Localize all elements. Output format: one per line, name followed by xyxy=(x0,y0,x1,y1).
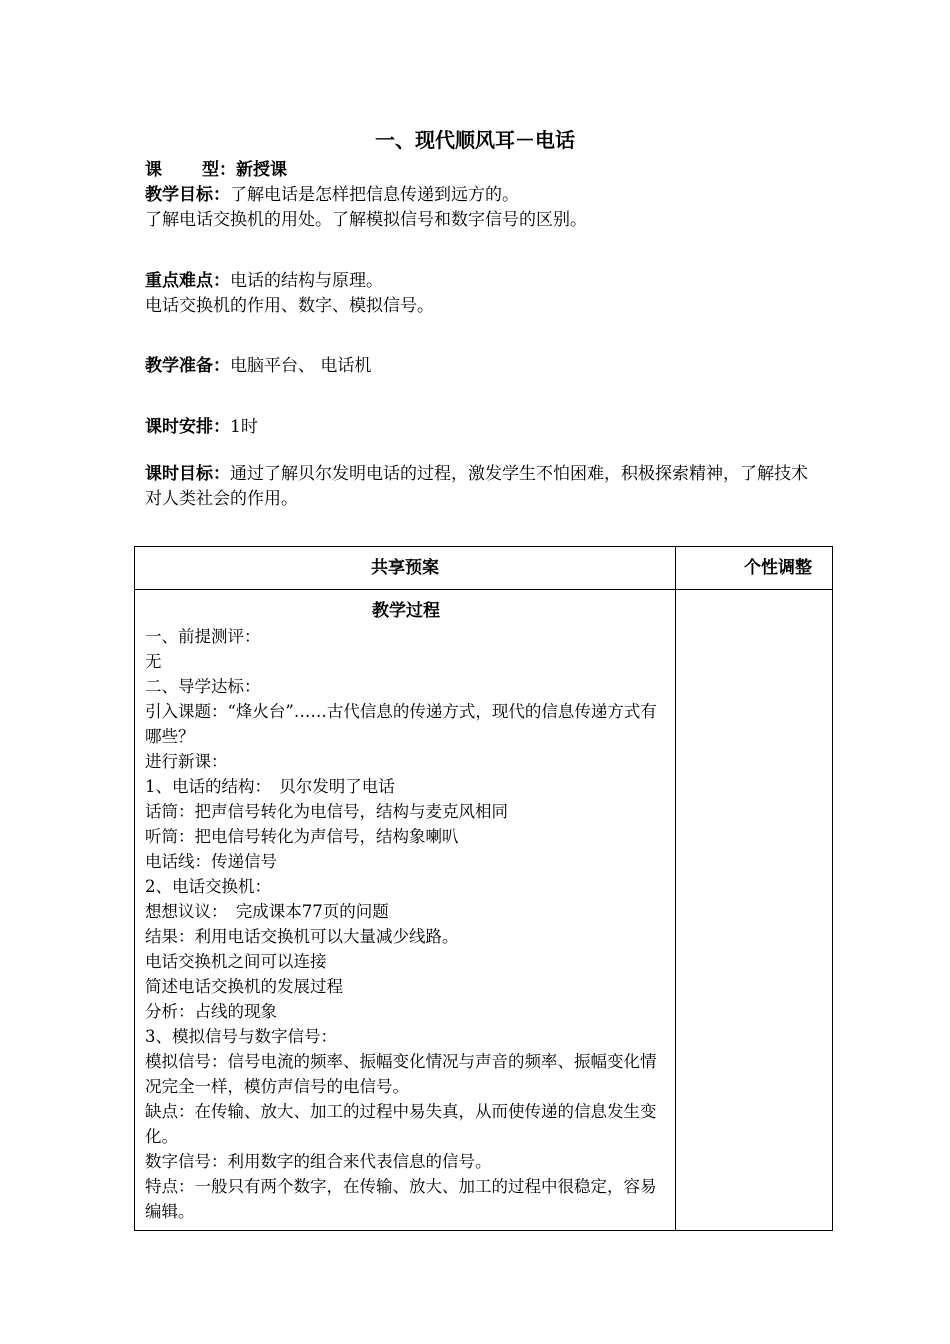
process-line: 电话线：传递信号 xyxy=(145,852,277,871)
process-line: 特点：一般只有两个数字，在传输、放大、加工的过程中很稳定，容易编辑。 xyxy=(145,1177,657,1221)
process-line: 一、前提测评： xyxy=(145,627,261,646)
process-line: 结果：利用电话交换机可以大量减少线路。 xyxy=(145,927,459,946)
process-line: 话筒：把声信号转化为电信号，结构与麦克风相同 xyxy=(145,802,508,821)
key-points-label: 重点难点： xyxy=(145,271,230,291)
header-shared-plan: 共享预案 xyxy=(135,547,676,590)
process-line: 简述电话交换机的发展过程 xyxy=(145,977,343,996)
course-type-label-1: 课 xyxy=(145,160,162,180)
process-line: 2、电话交换机： xyxy=(145,877,271,896)
key-points-line xyxy=(145,269,825,294)
process-line: 1、电话的结构： 贝尔发明了电话 xyxy=(145,777,395,796)
page-title: 一、现代顺风耳－电话 xyxy=(375,128,575,152)
process-line: 分析：占线的现象 xyxy=(145,1002,277,1021)
schedule-line xyxy=(145,415,825,440)
course-type-line xyxy=(145,158,825,183)
process-cell xyxy=(135,590,676,1231)
process-line: 二、导学达标： xyxy=(145,677,261,696)
lesson-goal-value: 通过了解贝尔发明电话的过程，激发学生不怕困难，积极探索精神，了解技术对人类社会的作用。 xyxy=(145,464,808,509)
objectives-line1: 了解电话是怎样把信息传递到远方的。 xyxy=(230,185,519,205)
table-header-row xyxy=(135,547,833,590)
process-line: 电话交换机之间可以连接 xyxy=(145,952,327,971)
process-line: 引入课题：“烽火台”……古代信息的传递方式，现代的信息传递方式有哪些？ xyxy=(145,702,657,746)
course-type-label-2: 型： xyxy=(202,160,236,180)
header-personal-adjust: 个性调整 xyxy=(676,547,833,590)
schedule-value: 1时 xyxy=(230,417,258,437)
process-line: 进行新课： xyxy=(145,752,228,771)
key-points-line2: 电话交换机的作用、数字、模拟信号。 xyxy=(145,296,434,316)
process-line: 模拟信号：信号电流的频率、振幅变化情况与声音的频率、振幅变化情况完全一样，模仿声信号的电信号。 xyxy=(145,1052,657,1096)
process-line: 数字信号：利用数字的组合来代表信息的信号。 xyxy=(145,1152,492,1171)
preparation-label: 教学准备： xyxy=(145,356,230,376)
personal-adjust-cell[interactable] xyxy=(676,590,833,1231)
process-line: 3、模拟信号与数字信号： xyxy=(145,1027,337,1046)
lesson-goal-label: 课时目标： xyxy=(145,464,230,484)
process-line: 听筒：把电信号转化为声信号，结构象喇叭 xyxy=(145,827,459,846)
process-title: 教学过程 xyxy=(372,601,440,621)
preparation-line xyxy=(145,354,825,379)
table-body-row xyxy=(135,590,833,1231)
schedule-label: 课时安排： xyxy=(145,417,230,437)
process-line: 无 xyxy=(145,652,162,671)
preparation-value: 电脑平台、 电话机 xyxy=(230,356,372,376)
lesson-goal-paragraph xyxy=(145,462,815,512)
key-points-line1: 电话的结构与原理。 xyxy=(230,271,383,291)
course-type-value: 新授课 xyxy=(236,160,287,180)
lesson-plan-table xyxy=(134,546,833,1231)
objectives-line xyxy=(145,183,825,208)
objectives-label: 教学目标： xyxy=(145,185,230,205)
objectives-line2: 了解电话交换机的用处。了解模拟信号和数字信号的区别。 xyxy=(145,210,587,230)
process-line: 缺点：在传输、放大、加工的过程中易失真，从而使传递的信息发生变化。 xyxy=(145,1102,657,1146)
process-line: 想想议议： 完成课本77页的问题 xyxy=(145,902,389,921)
